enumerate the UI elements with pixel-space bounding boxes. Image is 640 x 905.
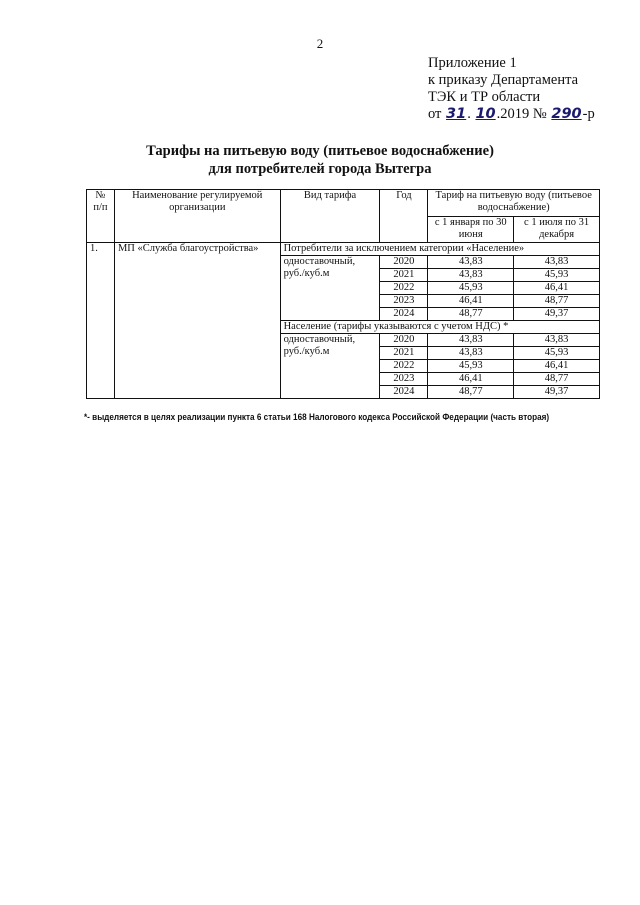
cell-tariff-type-1: одноставочный, руб./куб.м	[280, 256, 380, 321]
header-organization: Наименование регулируемой организации	[114, 190, 280, 243]
header-tariff: Тариф на питьевую воду (питьевое водоснабжение)	[428, 190, 600, 217]
appendix-block	[428, 55, 628, 123]
cell-year: 2020	[380, 334, 428, 347]
cell-year: 2023	[380, 295, 428, 308]
date-separator: .	[467, 106, 471, 122]
cell-year: 2021	[380, 347, 428, 360]
cell-tariff-h2: 45,93	[514, 347, 600, 360]
cell-tariff-h2: 43,83	[514, 256, 600, 269]
cell-tariff-h2: 43,83	[514, 334, 600, 347]
header-tariff-type: Вид тарифа	[280, 190, 380, 243]
title-line-2: для потребителей города Вытегра	[208, 161, 432, 177]
cell-organization: МП «Служба благоустройства»	[114, 243, 280, 399]
footnote: *- выделяется в целях реализации пункта 6 статьи 168 Налогового кодекса Российской Федерации (часть вторая)	[84, 412, 550, 423]
cell-tariff-h2: 45,93	[514, 269, 600, 282]
cell-year: 2023	[380, 373, 428, 386]
table-row	[87, 243, 600, 256]
cell-row-number: 1.	[87, 243, 115, 399]
date-year: .2019	[496, 106, 530, 122]
header-period-2: с 1 июля по 31 декабря	[514, 217, 600, 243]
cell-year: 2022	[380, 282, 428, 295]
cell-tariff-h2: 49,37	[514, 308, 600, 321]
tariff-table	[86, 189, 600, 399]
title-line-1: Тарифы на питьевую воду (питьевое водоснабжение)	[146, 143, 494, 159]
cell-tariff-type-2: одноставочный, руб./куб.м	[280, 334, 380, 399]
cell-year: 2024	[380, 386, 428, 399]
cell-tariff-h2: 49,37	[514, 386, 600, 399]
number-sign: №	[532, 106, 547, 122]
page-number: 2	[316, 36, 324, 51]
document-title	[0, 142, 640, 178]
header-num: № п/п	[87, 190, 115, 243]
cell-tariff-h1: 46,41	[428, 295, 514, 308]
appendix-title: Приложение 1	[428, 55, 517, 71]
cell-tariff-h1: 43,83	[428, 269, 514, 282]
header-row-1	[87, 190, 600, 217]
cell-tariff-h2: 46,41	[514, 282, 600, 295]
order-number-suffix: -р	[582, 106, 595, 122]
cell-tariff-h1: 45,93	[428, 360, 514, 373]
appendix-department-line: ТЭК и ТР области	[428, 89, 541, 105]
cell-year: 2022	[380, 360, 428, 373]
cell-tariff-h1: 48,77	[428, 386, 514, 399]
cell-tariff-h2: 46,41	[514, 360, 600, 373]
cell-tariff-h1: 43,83	[428, 256, 514, 269]
cell-tariff-h1: 45,93	[428, 282, 514, 295]
date-month-handwritten: 10	[475, 106, 496, 122]
group-label-1: Потребители за исключением категории «Население»	[280, 243, 599, 256]
cell-year: 2024	[380, 308, 428, 321]
header-year: Год	[380, 190, 428, 243]
cell-tariff-h1: 43,83	[428, 347, 514, 360]
cell-tariff-h1: 48,77	[428, 308, 514, 321]
cell-year: 2020	[380, 256, 428, 269]
cell-tariff-h2: 48,77	[514, 373, 600, 386]
header-period-1: с 1 января по 30 июня	[428, 217, 514, 243]
date-day-handwritten: 31	[446, 106, 467, 122]
order-number-handwritten: 290	[551, 106, 582, 122]
appendix-order-line: к приказу Департамента	[428, 72, 579, 88]
date-prefix: от	[428, 106, 442, 122]
group-label-2: Население (тарифы указываются с учетом НДС) *	[280, 321, 599, 334]
cell-year: 2021	[380, 269, 428, 282]
cell-tariff-h1: 46,41	[428, 373, 514, 386]
cell-tariff-h2: 48,77	[514, 295, 600, 308]
appendix-date-line	[428, 106, 628, 123]
cell-tariff-h1: 43,83	[428, 334, 514, 347]
